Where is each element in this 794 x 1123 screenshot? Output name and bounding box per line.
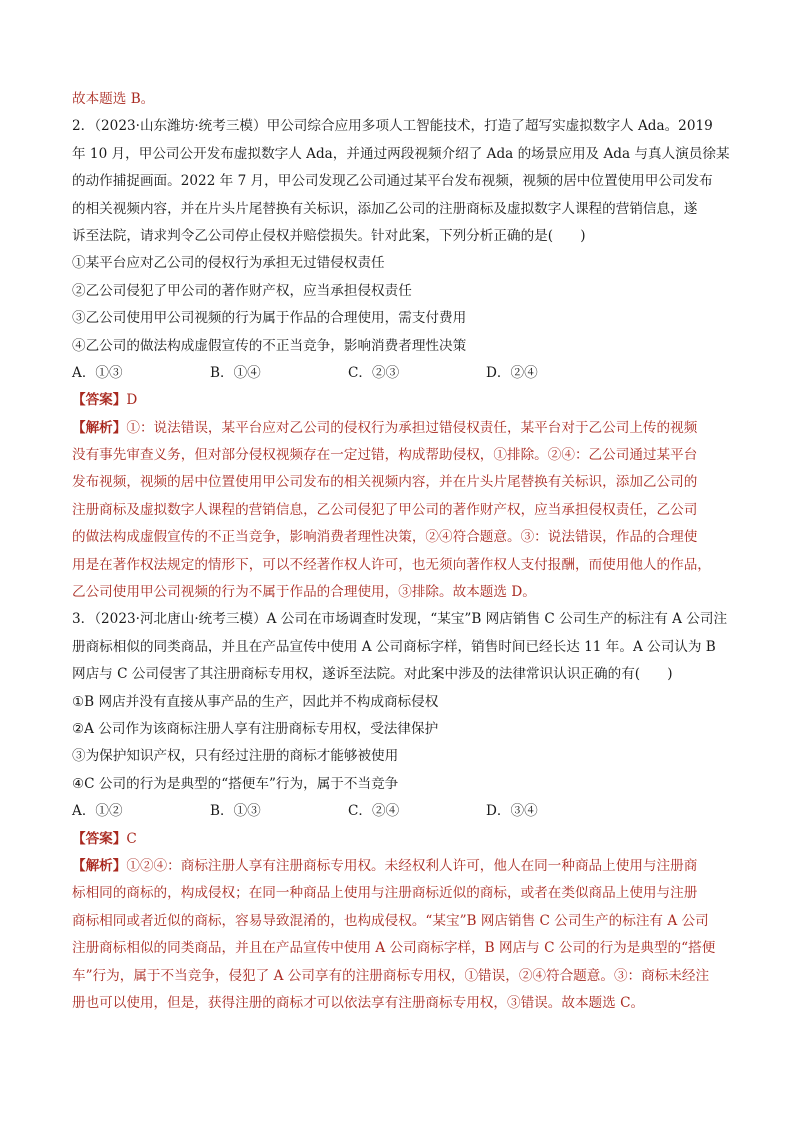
question-2-stem-line: 年 10 月，甲公司公开发布虚拟数字人 Ada，并通过两段视频介绍了 Ada 的场景应用及 Ada 与真人演员徐某 <box>72 145 730 162</box>
question-2-analysis-line <box>72 415 732 442</box>
question-3-statement: ①B 网店并没有直接从事产品的生产，因此并不构成商标侵权 <box>72 693 439 710</box>
previous-question-conclusion: 故本题选 B。 <box>72 91 155 107</box>
question-2 <box>72 113 732 606</box>
question-3-analysis-line <box>72 853 732 880</box>
question-3 <box>72 606 732 1017</box>
question-3-answer <box>72 826 732 853</box>
option-d: D．②④ <box>486 364 538 381</box>
question-2-statement: ②乙公司侵犯了甲公司的著作财产权，应当承担侵权责任 <box>72 282 412 299</box>
question-3-analysis-line: 册也可以使用，但是，获得注册的商标才可以依法享有注册商标专用权，③错误。故本题选 C。 <box>72 994 645 1011</box>
document-page <box>72 86 732 1017</box>
answer-label: 【答案】 <box>72 392 127 409</box>
question-2-statement: ③乙公司使用甲公司视频的行为属于作品的合理使用，需支付费用 <box>72 310 467 327</box>
analysis-text: ①：说法错误，某平台应对乙公司的侵权行为承担过错侵权责任，某平台对于乙公司上传的视频 <box>126 419 698 436</box>
question-2-analysis-line: 用是在著作权法规定的情形下，可以不经著作权人许可，也无须向著作权人支付报酬，而使用他人的作品， <box>72 556 711 573</box>
answer-value: C <box>126 830 137 847</box>
question-2-statement: ①某平台应对乙公司的侵权行为承担无过错侵权责任 <box>72 255 385 272</box>
option-c: C．②④ <box>348 803 400 820</box>
option-a: A．①③ <box>72 364 123 381</box>
question-2-stem-line: 2．（2023·山东潍坊·统考三模）甲公司综合应用多项人工智能技术，打造了超写实虚拟数字人 Ada。2019 <box>72 118 713 135</box>
option-c: C．②③ <box>348 364 400 381</box>
option-a: A．①② <box>72 803 123 820</box>
question-2-stem-line: 诉至法院，请求判令乙公司停止侵权并赔偿损失。针对此案，下列分析正确的是( ) <box>72 227 586 244</box>
question-3-analysis-line: 注册商标相似的同类商品，并且在产品宣传中使用 A 公司商标字样，B 网店与 C 公司的行为是典型的“搭便 <box>72 940 716 957</box>
question-3-stem-line: 册商标相似的同类商品，并且在产品宣传中使用 A 公司商标字样，销售时间已经长达 11 年。A 公司认为 B <box>72 638 716 655</box>
question-3-stem-line: 网店与 C 公司侵害了其注册商标专用权，遂诉至法院。对此案中涉及的法律常识认识正确的有( ) <box>72 666 673 683</box>
question-2-analysis-line: 乙公司使用甲公司视频的行为不属于作品的合理使用，③排除。故本题选 D。 <box>72 584 536 601</box>
question-3-analysis-line: 车”行为，属于不当竞争，侵犯了 A 公司享有的注册商标专用权，①错误，②④符合题意。③：商标未经注 <box>72 967 710 984</box>
analysis-text: ①②④：商标注册人享有注册商标专用权。未经权利人许可，他人在同一种商品上使用与注册商 <box>126 857 698 874</box>
question-2-stem-line: 的相关视频内容，并在片头片尾替换有关标识，添加乙公司的注册商标及虚拟数字人课程的营销信息，遂 <box>72 200 698 217</box>
question-3-options <box>72 798 732 825</box>
question-2-analysis-line: 注册商标及虚拟数字人课程的营销信息，乙公司侵犯了甲公司的著作财产权，应当承担侵权责任，乙公司 <box>72 501 698 518</box>
question-2-analysis-line: 的做法构成虚假宣传的不正当竞争，影响消费者理性决策，②④符合题意。③：说法错误，作品的合理使 <box>72 529 698 546</box>
question-2-options <box>72 360 732 387</box>
option-b: B．①④ <box>210 364 261 381</box>
option-b: B．①③ <box>210 803 261 820</box>
question-2-analysis-line: 发布视频，视频的居中位置使用甲公司发布的相关视频内容，并在片头片尾替换有关标识，添加乙公司的 <box>72 474 698 491</box>
question-3-statement: ②A 公司作为该商标注册人享有注册商标专用权，受法律保护 <box>72 720 439 737</box>
question-3-statement: ④C 公司的行为是典型的“搭便车”行为，属于不当竞争 <box>72 775 399 792</box>
question-2-analysis-line: 没有事先审查义务，但对部分侵权视频存在一定过错，构成帮助侵权，①排除。②④：乙公司通过某平台 <box>72 447 698 464</box>
question-3-statement: ③为保护知识产权，只有经过注册的商标才能够被使用 <box>72 748 399 765</box>
question-3-analysis-line: 商标相同或者近似的商标，容易导致混淆的，也构成侵权。“某宝”B 网店销售 C 公司生产的标注有 A 公司 <box>72 912 709 929</box>
question-3-analysis-line: 标相同的商标的，构成侵权；在同一种商品上使用与注册商标近似的商标，或者在类似商品上使用与注册 <box>72 885 698 902</box>
answer-value: D <box>126 392 138 409</box>
question-3-stem-line: 3．（2023·河北唐山·统考三模）A 公司在市场调查时发现，“某宝”B 网店销售 C 公司生产的标注有 A 公司注 <box>72 611 728 628</box>
analysis-label: 【解析】 <box>72 419 127 436</box>
question-2-statement: ④乙公司的做法构成虚假宣传的不正当竞争，影响消费者理性决策 <box>72 337 467 354</box>
question-2-stem-line: 的动作捕捉画面。2022 年 7 月，甲公司发现乙公司通过某平台发布视频，视频的居中位置使用甲公司发布 <box>72 173 713 190</box>
answer-label: 【答案】 <box>72 830 127 847</box>
question-2-answer <box>72 387 732 414</box>
analysis-label: 【解析】 <box>72 857 127 874</box>
option-d: D．③④ <box>486 803 538 820</box>
